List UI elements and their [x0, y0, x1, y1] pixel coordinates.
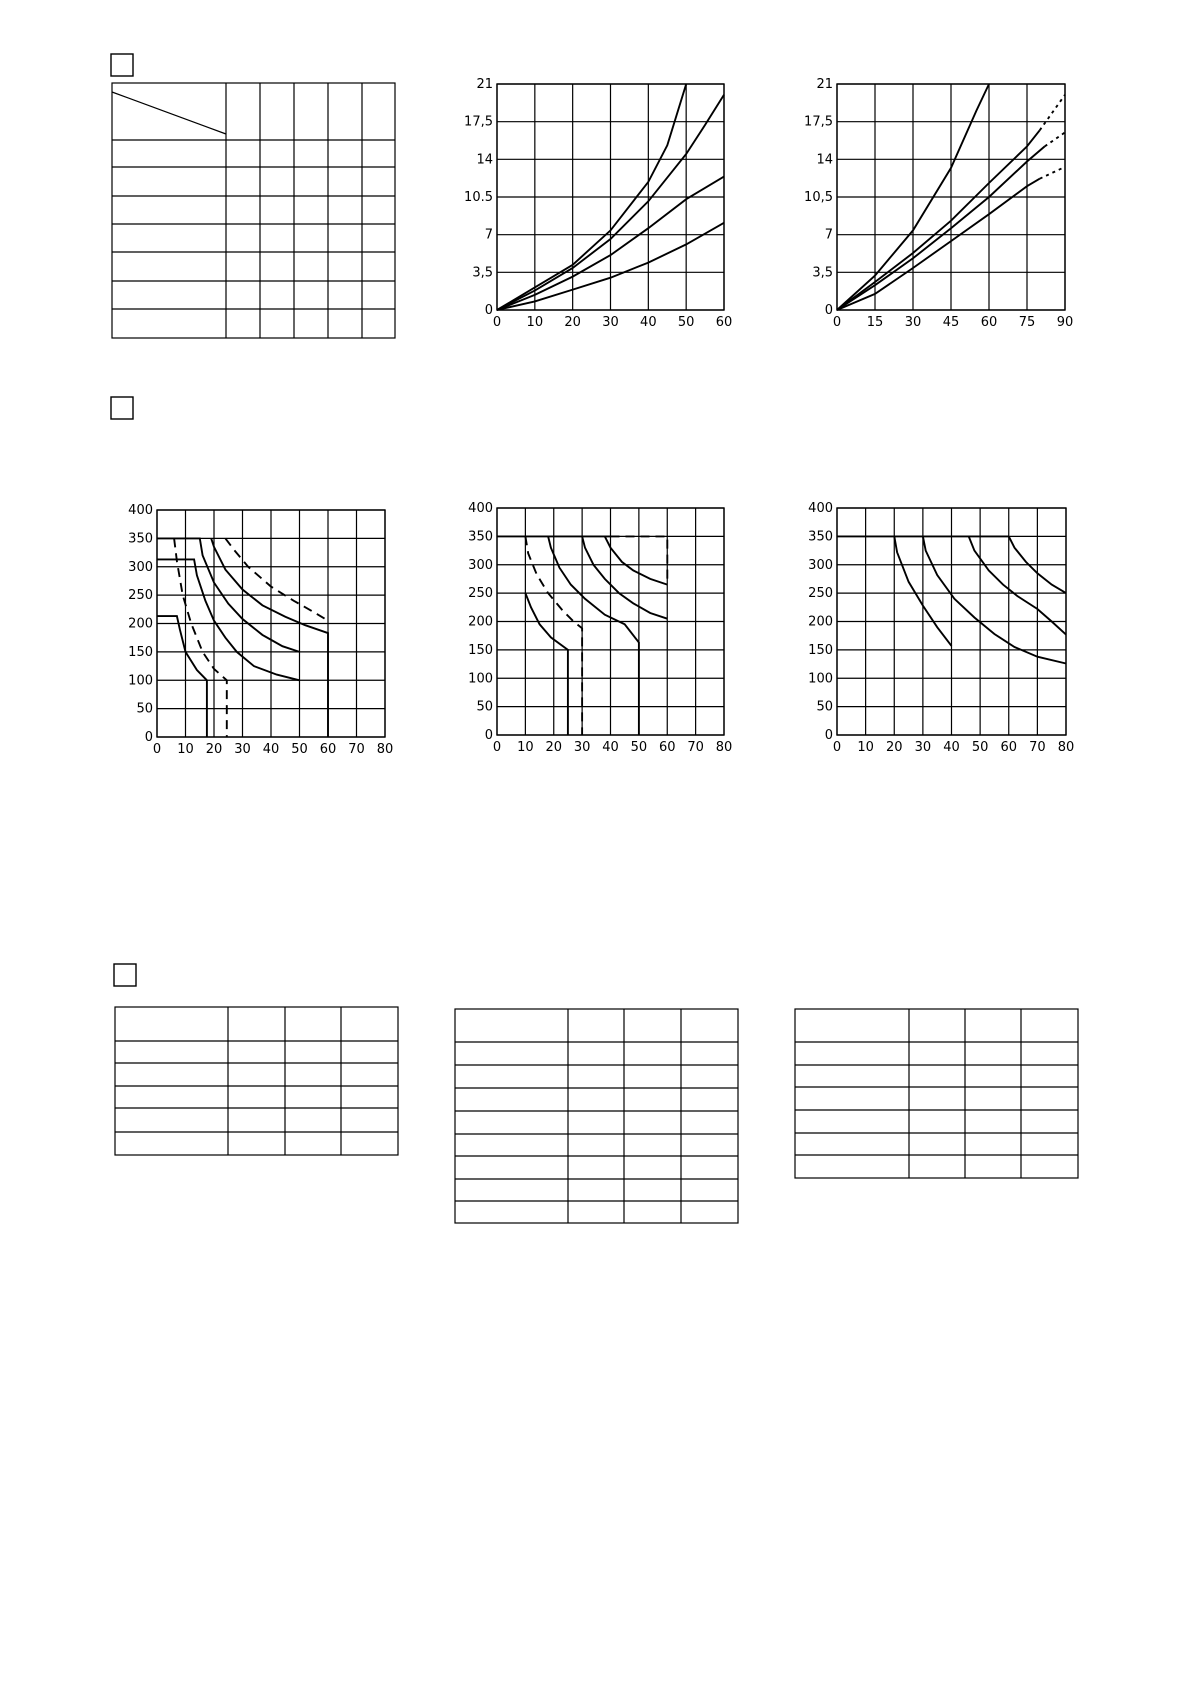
y-tick-label: 200	[128, 616, 153, 632]
x-tick-label: 0	[152, 742, 162, 757]
bottom-table-3	[795, 1009, 1078, 1178]
x-tick-label: 0	[492, 315, 502, 330]
x-tick-label: 20	[564, 315, 581, 330]
y-tick-label: 250	[808, 586, 833, 602]
x-tick-label: 80	[715, 740, 733, 755]
x-tick-label: 80	[376, 742, 394, 757]
y-tick-label: 0	[144, 730, 153, 745]
y-tick-label: 0	[824, 303, 833, 318]
y-tick-label: 50	[136, 701, 153, 717]
x-tick-label: 80	[1057, 740, 1075, 755]
x-tick-label: 20	[205, 742, 223, 757]
series-line-1	[157, 616, 207, 737]
x-tick-label: 70	[348, 742, 365, 757]
y-tick-label: 400	[808, 501, 833, 516]
chart-grid	[497, 508, 724, 735]
chart-2	[804, 77, 1073, 330]
x-tick-label: 50	[971, 740, 989, 755]
chart-grid	[837, 84, 1065, 310]
section-marker-box-2	[111, 397, 133, 419]
table-border	[795, 1009, 1078, 1178]
x-tick-label: 10	[857, 740, 874, 755]
x-tick-label: 30	[602, 315, 619, 330]
series-line-7	[605, 536, 668, 584]
y-tick-label: 0	[484, 303, 493, 318]
chart-3	[128, 503, 393, 757]
series-line-3	[1040, 95, 1065, 131]
y-tick-label: 0	[824, 728, 833, 743]
table-border	[455, 1009, 738, 1223]
y-tick-label: 150	[128, 644, 153, 660]
y-tick-label: 300	[128, 559, 153, 575]
y-tick-label: 21	[816, 77, 833, 92]
x-tick-label: 0	[832, 740, 842, 755]
x-tick-label: 70	[687, 740, 704, 755]
y-tick-label: 50	[476, 699, 493, 715]
y-tick-label: 100	[128, 673, 153, 689]
y-tick-label: 17,5	[464, 114, 493, 130]
chart-grid	[837, 508, 1066, 735]
chart-1	[464, 77, 732, 330]
x-tick-label: 20	[545, 740, 563, 755]
y-tick-label: 350	[128, 531, 153, 547]
x-tick-label: 40	[602, 740, 619, 755]
chart-4	[468, 501, 732, 755]
x-tick-label: 60	[715, 315, 733, 330]
y-tick-label: 3,5	[812, 265, 833, 281]
y-tick-label: 150	[468, 642, 493, 658]
top-table	[112, 83, 395, 338]
x-tick-label: 30	[234, 742, 251, 757]
series-line-7	[1040, 167, 1065, 179]
y-tick-label: 200	[468, 614, 493, 630]
series-line-3	[923, 536, 1066, 663]
y-tick-label: 50	[816, 699, 833, 715]
bottom-table-2	[455, 1009, 738, 1223]
x-tick-label: 10	[177, 742, 194, 757]
x-tick-label: 60	[658, 740, 676, 755]
x-tick-label: 90	[1056, 315, 1074, 330]
x-tick-label: 70	[1029, 740, 1046, 755]
x-tick-label: 45	[942, 315, 960, 330]
chart-grid	[157, 510, 385, 737]
y-tick-label: 0	[484, 728, 493, 743]
y-tick-label: 17,5	[804, 114, 833, 130]
series-line-6	[225, 538, 328, 620]
y-tick-label: 250	[128, 588, 153, 604]
y-tick-label: 300	[808, 557, 833, 573]
x-tick-label: 75	[1018, 315, 1036, 330]
x-tick-label: 60	[319, 742, 337, 757]
section-markers	[111, 54, 136, 986]
y-tick-label: 10.5	[464, 190, 493, 205]
x-tick-label: 30	[573, 740, 591, 755]
section-marker-box-3	[114, 964, 136, 986]
y-tick-label: 14	[816, 152, 833, 168]
x-tick-label: 40	[943, 740, 960, 755]
x-tick-label: 10	[517, 740, 534, 755]
x-tick-label: 20	[885, 740, 903, 755]
x-tick-label: 50	[630, 740, 648, 755]
y-tick-label: 7	[484, 227, 493, 243]
y-tick-label: 200	[808, 614, 833, 630]
y-tick-label: 10,5	[804, 190, 833, 205]
y-tick-label: 7	[824, 227, 833, 243]
y-tick-label: 100	[468, 671, 493, 687]
x-tick-label: 0	[832, 315, 842, 330]
x-tick-label: 60	[1000, 740, 1018, 755]
top-table-border	[112, 83, 395, 338]
y-tick-label: 150	[808, 642, 833, 658]
x-tick-label: 10	[526, 315, 544, 330]
y-tick-label: 350	[808, 529, 833, 545]
table-border	[115, 1007, 398, 1155]
y-tick-label: 400	[468, 501, 493, 516]
x-tick-label: 50	[291, 742, 308, 757]
x-tick-label: 15	[866, 315, 884, 330]
top-table-diagonal-header-line	[112, 92, 226, 134]
y-tick-label: 400	[128, 503, 153, 518]
x-tick-label: 40	[640, 315, 657, 330]
x-tick-label: 30	[904, 315, 922, 330]
chart-panels	[128, 77, 1074, 757]
x-tick-label: 40	[262, 742, 280, 757]
series-line-3	[525, 593, 568, 735]
y-tick-label: 3,5	[472, 265, 493, 281]
y-tick-label: 350	[468, 529, 493, 545]
y-tick-label: 14	[476, 152, 493, 168]
y-tick-label: 250	[468, 586, 493, 602]
x-tick-label: 30	[914, 740, 932, 755]
x-tick-label: 50	[677, 315, 695, 330]
section-marker-box-1	[111, 54, 133, 76]
x-tick-label: 0	[492, 740, 502, 755]
y-tick-label: 300	[468, 557, 493, 573]
series-line-5	[1045, 132, 1065, 146]
chart-5	[808, 501, 1074, 755]
series-line-5	[211, 538, 328, 737]
bottom-tables	[115, 1007, 1078, 1223]
bottom-table-1	[115, 1007, 398, 1155]
y-tick-label: 100	[808, 671, 833, 687]
y-tick-label: 21	[476, 77, 493, 92]
x-tick-label: 60	[980, 315, 998, 330]
